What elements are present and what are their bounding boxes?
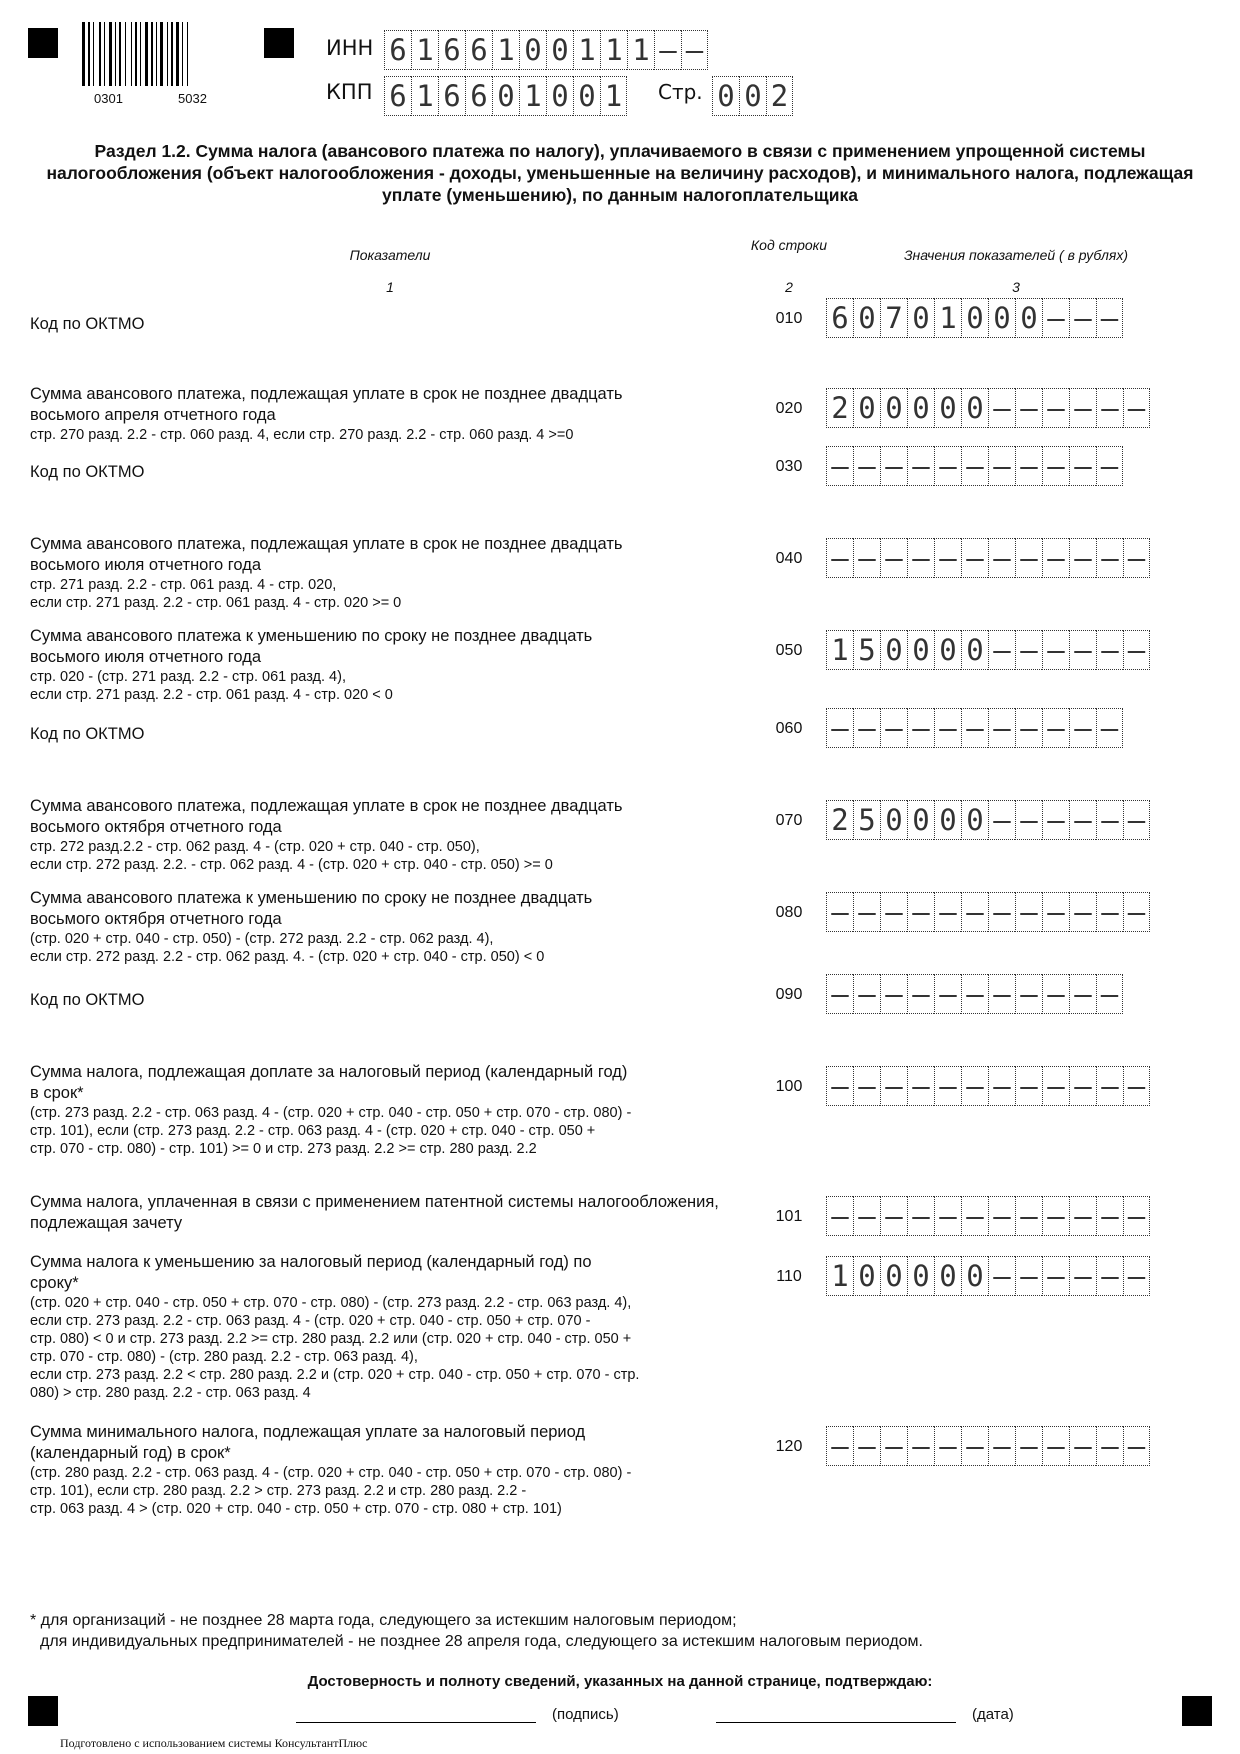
value-cell: –: [853, 1066, 880, 1106]
value-cell: –: [1069, 388, 1096, 428]
value-cell: 7: [880, 298, 907, 338]
value-cell: –: [961, 1066, 988, 1106]
value-cell: –: [1015, 388, 1042, 428]
indicator-name: Сумма авансового платежа, подлежащая уплате в срок не позднее двадцать восьмого июля отчетного года: [30, 535, 623, 574]
indicator-formula: (стр. 273 разд. 2.2 - стр. 063 разд. 4 - (стр. 020 + стр. 040 - стр. 050 + стр. 070 - стр. 080) -: [30, 1105, 632, 1121]
value-cell: –: [1042, 298, 1069, 338]
row-code: 040: [775, 550, 803, 567]
row-110-label: [30, 1252, 750, 1402]
value-cell: –: [907, 446, 934, 486]
value-cell: –: [1015, 446, 1042, 486]
row-090-label: [30, 990, 750, 1011]
value-cell: –: [1069, 800, 1096, 840]
value-cell: –: [1096, 1256, 1123, 1296]
inn-cell: –: [654, 30, 681, 70]
prepared-by-note: Подготовлено с использованием системы КонсультантПлюс: [60, 1736, 368, 1750]
value-cell: 0: [961, 800, 988, 840]
value-cell: –: [988, 1256, 1015, 1296]
column-header-indicators: Показатели: [349, 247, 431, 263]
registration-marker: [28, 1696, 58, 1726]
kpp-cell: 0: [573, 76, 600, 116]
value-cell: –: [1015, 1196, 1042, 1236]
value-cell: 0: [853, 1256, 880, 1296]
kpp-label: КПП: [326, 80, 373, 104]
value-cell: –: [826, 892, 853, 932]
value-cell: –: [907, 974, 934, 1014]
value-cell: –: [988, 1196, 1015, 1236]
column-header-values: Значения показателей ( в рублях): [903, 247, 1129, 263]
column-number-3: 3: [1012, 279, 1020, 295]
value-cell: 0: [934, 1256, 961, 1296]
barcode-number-right: 5032: [178, 91, 207, 106]
indicator-formula: стр. 271 разд. 2.2 - стр. 061 разд. 4 - стр. 020,: [30, 577, 337, 593]
value-cell: –: [880, 538, 907, 578]
value-cell: 5: [853, 630, 880, 670]
date-line[interactable]: [716, 1722, 956, 1723]
value-cell: –: [988, 538, 1015, 578]
row-code: 010: [775, 310, 803, 327]
row-080-value-field[interactable]: [826, 892, 1150, 932]
value-cell: –: [826, 538, 853, 578]
barcode-number-left: 0301: [94, 91, 123, 106]
indicator-name: Сумма авансового платежа, подлежащая уплате в срок не позднее двадцать восьмого апреля отчетного года: [30, 385, 623, 424]
indicator-formula: если стр. 272 разд. 2.2. - стр. 062 разд. 4 - (стр. 020 + стр. 040 - стр. 050) >= 0: [30, 857, 553, 873]
row-code: 020: [775, 400, 803, 417]
inn-field[interactable]: [384, 30, 708, 70]
value-cell: –: [907, 1196, 934, 1236]
value-cell: –: [1015, 630, 1042, 670]
footnote-line-1: * для организаций - не позднее 28 марта года, следующего за истекшим налоговым периодом;: [30, 1612, 737, 1629]
registration-marker: [264, 28, 294, 58]
value-cell: 0: [907, 1256, 934, 1296]
value-cell: 0: [988, 298, 1015, 338]
value-cell: –: [934, 1066, 961, 1106]
value-cell: –: [826, 1196, 853, 1236]
value-cell: 0: [961, 298, 988, 338]
row-101-value-field[interactable]: [826, 1196, 1150, 1236]
value-cell: –: [880, 1196, 907, 1236]
value-cell: –: [988, 1426, 1015, 1466]
value-cell: –: [826, 1066, 853, 1106]
value-cell: –: [988, 974, 1015, 1014]
row-030-label: [30, 462, 750, 483]
value-cell: –: [961, 446, 988, 486]
row-080-label: [30, 888, 750, 966]
value-cell: –: [988, 800, 1015, 840]
row-100-value-field[interactable]: [826, 1066, 1150, 1106]
value-cell: –: [880, 974, 907, 1014]
value-cell: –: [934, 446, 961, 486]
value-cell: –: [1042, 1426, 1069, 1466]
value-cell: –: [1069, 538, 1096, 578]
value-cell: –: [853, 538, 880, 578]
kpp-cell: 6: [384, 76, 411, 116]
row-030-value-field[interactable]: [826, 446, 1123, 486]
value-cell: –: [988, 446, 1015, 486]
value-cell: –: [961, 892, 988, 932]
value-cell: –: [1069, 974, 1096, 1014]
indicator-name: Сумма налога к уменьшению за налоговый период (календарный год) по сроку*: [30, 1253, 592, 1292]
value-cell: –: [1069, 298, 1096, 338]
value-cell: –: [1042, 1256, 1069, 1296]
value-cell: –: [934, 538, 961, 578]
value-cell: –: [1096, 1066, 1123, 1106]
row-070-value-field[interactable]: [826, 800, 1150, 840]
value-cell: –: [1042, 1066, 1069, 1106]
value-cell: –: [826, 974, 853, 1014]
kpp-cell: 0: [546, 76, 573, 116]
section-title: Раздел 1.2. Сумма налога (авансового платежа по налогу), уплачиваемого в связи с применением упрощенной системы налогообложения (объект налогообложения - доходы, уменьшенные на величину расходов), и минимального налога, подлежащая уплате (уменьшению), по данным налогоплательщика: [46, 141, 1194, 205]
row-code: 101: [775, 1208, 803, 1225]
value-cell: 1: [826, 1256, 853, 1296]
value-cell: –: [1096, 800, 1123, 840]
value-cell: –: [880, 708, 907, 748]
signature-label: (подпись): [552, 1706, 619, 1723]
value-cell: –: [1123, 388, 1150, 428]
value-cell: 0: [934, 388, 961, 428]
date-label: (дата): [972, 1706, 1014, 1723]
inn-cell: 6: [465, 30, 492, 70]
value-cell: –: [853, 708, 880, 748]
value-cell: 0: [934, 630, 961, 670]
row-code: 050: [775, 642, 803, 659]
indicator-formula: стр. 272 разд.2.2 - стр. 062 разд. 4 - (стр. 020 + стр. 040 - стр. 050),: [30, 839, 480, 855]
value-cell: 0: [1015, 298, 1042, 338]
value-cell: 0: [961, 630, 988, 670]
row-010-value-field[interactable]: [826, 298, 1123, 338]
indicator-name: Сумма авансового платежа к уменьшению по сроку не позднее двадцать восьмого октября отчетного года: [30, 889, 593, 928]
row-code: 070: [775, 812, 803, 829]
confirmation-statement: Достоверность и полноту сведений, указанных на данной странице, подтверждаю:: [307, 1673, 933, 1690]
inn-cell: 1: [411, 30, 438, 70]
value-cell: –: [988, 708, 1015, 748]
row-060-label: [30, 724, 750, 745]
indicator-formula: если стр. 273 разд. 2.2 - стр. 063 разд. 4 - (стр. 020 + стр. 040 - стр. 050 + стр. 070 -: [30, 1313, 591, 1329]
inn-cell: 6: [438, 30, 465, 70]
indicator-name: Сумма авансового платежа, подлежащая уплате в срок не позднее двадцать восьмого октября отчетного года: [30, 797, 623, 836]
indicator-formula: 080) > стр. 280 разд. 2.2 - стр. 063 разд. 4: [30, 1385, 311, 1401]
indicator-name: Код по ОКТМО: [30, 725, 145, 743]
value-cell: –: [1015, 974, 1042, 1014]
value-cell: –: [1015, 708, 1042, 748]
value-cell: –: [1042, 708, 1069, 748]
value-cell: –: [1042, 1196, 1069, 1236]
value-cell: –: [1096, 298, 1123, 338]
row-code: 060: [775, 720, 803, 737]
indicator-formula: стр. 020 - (стр. 271 разд. 2.2 - стр. 061 разд. 4),: [30, 669, 346, 685]
row-020-value-field[interactable]: [826, 388, 1150, 428]
kpp-cell: 6: [438, 76, 465, 116]
inn-cell: 0: [519, 30, 546, 70]
indicator-formula: стр. 063 разд. 4 > (стр. 020 + стр. 040 - стр. 050 + стр. 070 - стр. 080 + стр. 101): [30, 1501, 562, 1517]
value-cell: 2: [826, 800, 853, 840]
indicator-formula: стр. 070 - стр. 080) - (стр. 280 разд. 2.2 - стр. 063 разд. 4),: [30, 1349, 418, 1365]
indicator-formula: если стр. 271 разд. 2.2 - стр. 061 разд. 4 - стр. 020 >= 0: [30, 595, 402, 611]
row-010-label: [30, 314, 750, 335]
value-cell: –: [880, 1426, 907, 1466]
value-cell: –: [1096, 1196, 1123, 1236]
registration-marker: [1182, 1696, 1212, 1726]
value-cell: –: [1123, 1426, 1150, 1466]
value-cell: –: [1069, 1256, 1096, 1296]
row-100-label: [30, 1062, 750, 1158]
value-cell: –: [1123, 800, 1150, 840]
value-cell: 2: [826, 388, 853, 428]
value-cell: –: [1042, 538, 1069, 578]
indicator-name: Сумма минимального налога, подлежащая уплате за налоговый период (календарный год) в срок*: [30, 1423, 586, 1462]
inn-cell: 1: [627, 30, 654, 70]
value-cell: –: [961, 538, 988, 578]
indicator-name: Код по ОКТМО: [30, 991, 145, 1009]
value-cell: 0: [961, 388, 988, 428]
page-number-cell: 0: [739, 76, 766, 116]
value-cell: –: [826, 446, 853, 486]
value-cell: –: [1015, 800, 1042, 840]
value-cell: –: [1096, 630, 1123, 670]
value-cell: –: [826, 1426, 853, 1466]
value-cell: 0: [880, 630, 907, 670]
inn-cell: 1: [492, 30, 519, 70]
value-cell: –: [1069, 630, 1096, 670]
value-cell: –: [988, 630, 1015, 670]
indicator-formula: если стр. 273 разд. 2.2 < стр. 280 разд. 2.2 и (стр. 020 + стр. 040 - стр. 050 + стр. 070 - стр.: [30, 1367, 640, 1383]
value-cell: –: [1123, 1256, 1150, 1296]
row-120-value-field[interactable]: [826, 1426, 1150, 1466]
value-cell: 0: [880, 388, 907, 428]
value-cell: 0: [961, 1256, 988, 1296]
footnote-line-2: для индивидуальных предпринимателей - не позднее 28 апреля года, следующего за истекшим налоговым периодом.: [40, 1633, 923, 1650]
value-cell: –: [1069, 1196, 1096, 1236]
inn-label: ИНН: [326, 36, 374, 60]
value-cell: –: [934, 1426, 961, 1466]
inn-cell: 6: [384, 30, 411, 70]
value-cell: –: [1042, 630, 1069, 670]
value-cell: –: [907, 1066, 934, 1106]
value-cell: –: [853, 974, 880, 1014]
value-cell: 0: [907, 630, 934, 670]
value-cell: 0: [907, 388, 934, 428]
value-cell: –: [1069, 708, 1096, 748]
row-090-value-field[interactable]: [826, 974, 1123, 1014]
value-cell: –: [1015, 538, 1042, 578]
value-cell: 0: [880, 1256, 907, 1296]
value-cell: –: [907, 708, 934, 748]
inn-cell: 0: [546, 30, 573, 70]
indicator-formula: стр. 270 разд. 2.2 - стр. 060 разд. 4, если стр. 270 разд. 2.2 - стр. 060 разд. 4 >=0: [30, 427, 574, 443]
value-cell: –: [934, 892, 961, 932]
row-code: 120: [775, 1438, 803, 1455]
page-number-field[interactable]: [712, 76, 793, 116]
row-code: 090: [775, 986, 803, 1003]
row-040-value-field[interactable]: [826, 538, 1150, 578]
value-cell: –: [853, 892, 880, 932]
indicator-formula: (стр. 020 + стр. 040 - стр. 050 + стр. 070 - стр. 080) - (стр. 273 разд. 2.2 - стр. 063 разд. 4),: [30, 1295, 632, 1311]
row-code: 080: [775, 904, 803, 921]
value-cell: –: [853, 446, 880, 486]
value-cell: 0: [907, 298, 934, 338]
value-cell: –: [907, 1426, 934, 1466]
column-header-code: Код строки: [750, 237, 828, 253]
indicator-name: Код по ОКТМО: [30, 315, 145, 333]
value-cell: –: [907, 892, 934, 932]
indicator-formula: если стр. 271 разд. 2.2 - стр. 061 разд. 4 - стр. 020 < 0: [30, 687, 393, 703]
value-cell: –: [934, 974, 961, 1014]
value-cell: 6: [826, 298, 853, 338]
value-cell: –: [1042, 800, 1069, 840]
barcode-image: [78, 22, 238, 88]
value-cell: 5: [853, 800, 880, 840]
row-020-label: [30, 384, 750, 444]
indicator-formula: стр. 101), если (стр. 273 разд. 2.2 - стр. 063 разд. 4 - (стр. 020 + стр. 040 - стр. 050 +: [30, 1123, 596, 1139]
inn-cell: –: [681, 30, 708, 70]
registration-marker: [28, 28, 58, 58]
row-code: 100: [775, 1078, 803, 1095]
indicator-formula: стр. 101), если стр. 280 разд. 2.2 > стр. 273 разд. 2.2 и стр. 280 разд. 2.2 -: [30, 1483, 527, 1499]
row-060-value-field[interactable]: [826, 708, 1123, 748]
value-cell: 1: [934, 298, 961, 338]
inn-cell: 1: [600, 30, 627, 70]
barcode: [78, 22, 238, 106]
row-110-value-field[interactable]: [826, 1256, 1150, 1296]
value-cell: –: [1123, 1066, 1150, 1106]
kpp-cell: 1: [600, 76, 627, 116]
value-cell: –: [1042, 974, 1069, 1014]
value-cell: –: [1096, 538, 1123, 578]
row-050-value-field[interactable]: [826, 630, 1150, 670]
value-cell: –: [961, 1426, 988, 1466]
kpp-cell: 1: [411, 76, 438, 116]
value-cell: –: [1015, 1426, 1042, 1466]
footnote: [30, 1610, 923, 1652]
value-cell: 0: [907, 800, 934, 840]
value-cell: 0: [853, 388, 880, 428]
value-cell: –: [988, 892, 1015, 932]
value-cell: –: [853, 1196, 880, 1236]
row-050-label: [30, 626, 750, 704]
kpp-cell: 6: [465, 76, 492, 116]
value-cell: –: [1096, 974, 1123, 1014]
value-cell: –: [1069, 892, 1096, 932]
indicator-formula: (стр. 280 разд. 2.2 - стр. 063 разд. 4 - (стр. 020 + стр. 040 - стр. 050 + стр. 070 - стр. 080) -: [30, 1465, 632, 1481]
indicator-formula: если стр. 272 разд. 2.2 - стр. 062 разд. 4. - (стр. 020 + стр. 040 - стр. 050) < 0: [30, 949, 545, 965]
value-cell: –: [934, 1196, 961, 1236]
inn-cell: 1: [573, 30, 600, 70]
value-cell: –: [1042, 388, 1069, 428]
value-cell: –: [961, 708, 988, 748]
value-cell: –: [1123, 630, 1150, 670]
indicator-name: Сумма налога, уплаченная в связи с применением патентной системы налогообложения, подлежащая зачету: [30, 1193, 719, 1232]
value-cell: –: [1015, 1256, 1042, 1296]
value-cell: –: [934, 708, 961, 748]
row-070-label: [30, 796, 750, 874]
column-number-2: 2: [785, 279, 793, 295]
value-cell: –: [988, 1066, 1015, 1106]
value-cell: –: [1069, 1426, 1096, 1466]
value-cell: –: [1015, 892, 1042, 932]
value-cell: 1: [826, 630, 853, 670]
value-cell: –: [961, 1196, 988, 1236]
value-cell: –: [1123, 892, 1150, 932]
value-cell: –: [1096, 446, 1123, 486]
row-101-label: [30, 1192, 750, 1234]
column-number-1: 1: [386, 279, 394, 295]
value-cell: –: [880, 446, 907, 486]
value-cell: 0: [934, 800, 961, 840]
value-cell: –: [1069, 446, 1096, 486]
value-cell: –: [1042, 892, 1069, 932]
row-040-label: [30, 534, 750, 612]
value-cell: –: [826, 708, 853, 748]
value-cell: 0: [880, 800, 907, 840]
signature-line[interactable]: [296, 1722, 536, 1723]
indicator-name: Код по ОКТМО: [30, 463, 145, 481]
kpp-cell: 0: [492, 76, 519, 116]
value-cell: –: [1123, 1196, 1150, 1236]
value-cell: –: [880, 1066, 907, 1106]
value-cell: –: [1123, 538, 1150, 578]
kpp-field[interactable]: [384, 76, 627, 116]
row-code: 110: [776, 1268, 802, 1285]
kpp-cell: 1: [519, 76, 546, 116]
value-cell: –: [961, 974, 988, 1014]
value-cell: –: [1096, 892, 1123, 932]
value-cell: –: [1096, 388, 1123, 428]
value-cell: 0: [853, 298, 880, 338]
value-cell: –: [1069, 1066, 1096, 1106]
value-cell: –: [880, 892, 907, 932]
indicator-formula: (стр. 020 + стр. 040 - стр. 050) - (стр. 272 разд. 2.2 - стр. 062 разд. 4),: [30, 931, 494, 947]
value-cell: –: [1015, 1066, 1042, 1106]
indicator-name: Сумма налога, подлежащая доплате за налоговый период (календарный год) в срок*: [30, 1063, 628, 1102]
value-cell: –: [988, 388, 1015, 428]
indicator-formula: стр. 080) < 0 и стр. 273 разд. 2.2 >= стр. 280 разд. 2.2 или (стр. 020 + стр. 040 - стр. 050 +: [30, 1331, 632, 1347]
row-120-label: [30, 1422, 750, 1518]
indicator-formula: стр. 070 - стр. 080) - стр. 101) >= 0 и стр. 273 разд. 2.2 >= стр. 280 разд. 2.2: [30, 1141, 537, 1157]
page-number-cell: 2: [766, 76, 793, 116]
value-cell: –: [853, 1426, 880, 1466]
value-cell: –: [907, 538, 934, 578]
row-code: 030: [775, 458, 803, 475]
indicator-name: Сумма авансового платежа к уменьшению по сроку не позднее двадцать восьмого июля отчетного года: [30, 627, 593, 666]
page-number-cell: 0: [712, 76, 739, 116]
value-cell: –: [1096, 1426, 1123, 1466]
value-cell: –: [1096, 708, 1123, 748]
page-label: Стр.: [658, 80, 703, 104]
value-cell: –: [1042, 446, 1069, 486]
